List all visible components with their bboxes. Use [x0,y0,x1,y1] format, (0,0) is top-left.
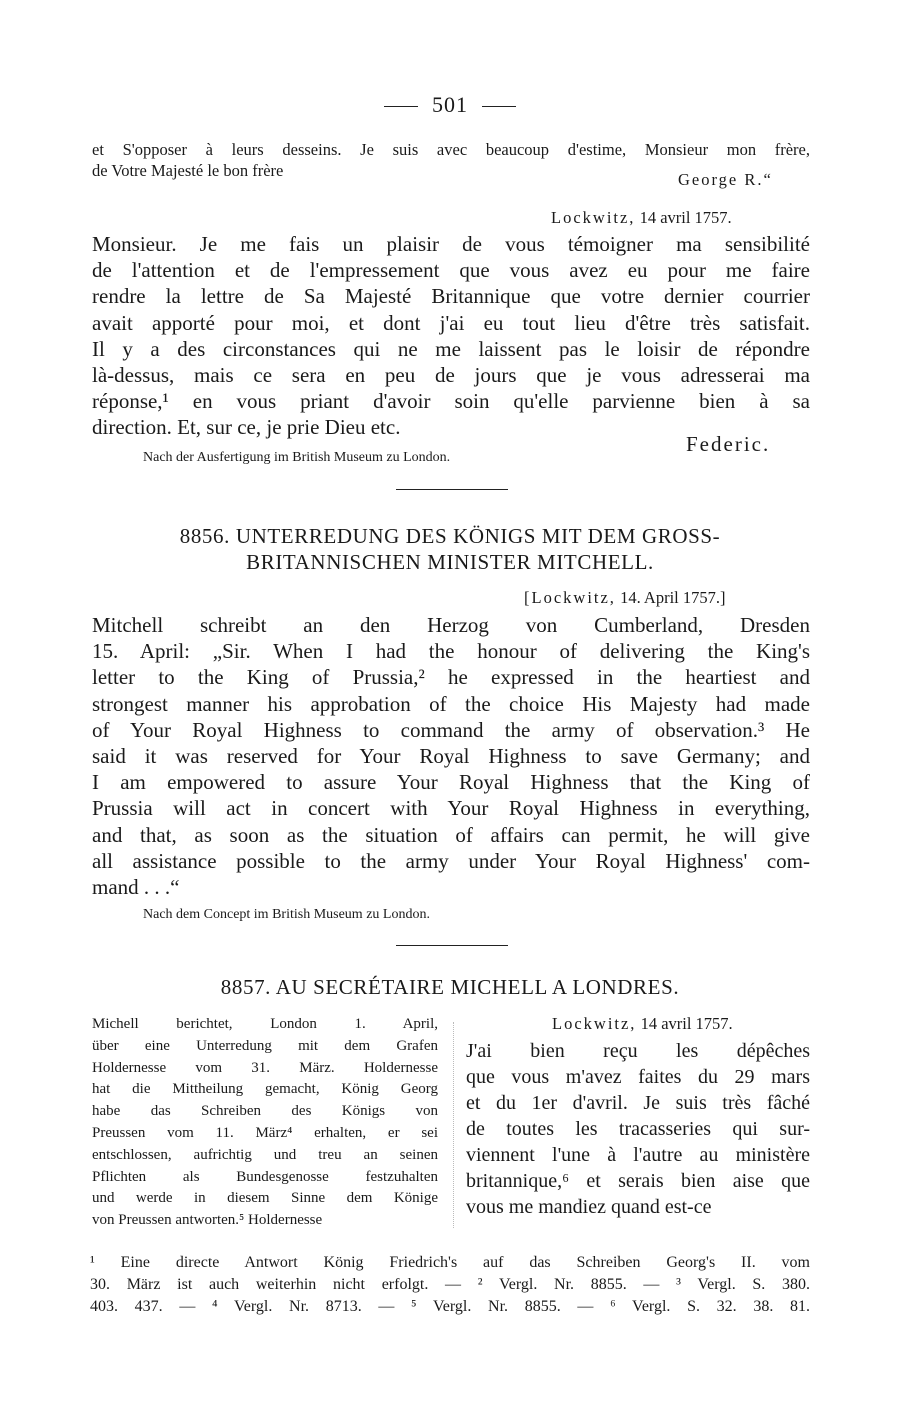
doc8857-summary-line: entschlossen, aufrichtig und treu an seinen [92,1146,438,1163]
doc8857-letter-line: vous me mandiez quand est-ce [466,1196,712,1218]
header-dash-left [384,106,418,107]
doc8856-date: 14. April 1757.] [620,588,726,607]
doc8856-line: Prussia will act in concert with Your Royal Highness in everything, [92,796,810,821]
letter1-line: rendre la lettre de Sa Majesté Britannique que votre dernier courrier [92,284,810,309]
doc8856-body [92,612,810,900]
letter1-place: Lockwitz, [551,208,636,227]
doc8857-summary-line: Holdernesse vom 31. März. Holdernesse [92,1059,438,1076]
doc8857-place: Lockwitz, [552,1014,637,1033]
doc8857-letter-line: de toutes les tracasseries qui sur- [466,1118,810,1140]
intro-line-2: de Votre Majesté le bon frère [92,161,284,180]
doc8857-date: 14 avril 1757. [640,1014,733,1033]
letter1-line: direction. Et, sur ce, je prie Dieu etc. [92,415,401,440]
page-header [0,92,900,118]
doc8856-title-line2: BRITANNISCHEN MINISTER MITCHELL. [246,550,654,574]
column-divider [453,1022,454,1228]
doc8856-source: Nach dem Concept im British Museum zu London. [143,907,430,922]
letter1-line: là-dessus, mais ce sera en peu de jours que je vous adresserai ma [92,363,810,388]
doc8857-summary-line: über eine Unterredung mit dem Grafen [92,1037,438,1054]
footnotes [90,1252,810,1318]
doc8856-place: [Lockwitz, [524,588,616,607]
doc8857-letter-line: que vous m'avez faites du 29 mars [466,1066,810,1088]
doc8857-summary-column [92,1014,438,1232]
doc8856-dateline [524,588,725,608]
section-divider-1 [396,489,508,490]
intro-signature: George R.“ [678,170,773,189]
doc8857-summary-line: und werde in diesem Sinne dem Könige [92,1190,438,1207]
letter1-date: 14 avril 1757. [639,208,732,227]
letter1-dateline [551,208,732,228]
letter1-line: Monsieur. Je me fais un plaisir de vous témoigner ma sensibilité [92,232,810,256]
doc8857-summary-line: Michell berichtet, London 1. April, [92,1016,438,1032]
doc8857-letter-line: britannique,⁶ et serais bien aise que [466,1170,810,1192]
letter1-line: Il y a des circonstances qui ne me laissent pas le loisir de répondre [92,336,810,361]
doc8856-line: said it was reserved for Your Royal Highness to save Germany; and [92,744,810,769]
doc8856-line: of Your Royal Highness to command the army of observation.³ He [92,717,810,742]
doc8856-line: I am empowered to assure Your Royal Highness that the King of [92,770,810,795]
doc8856-line: mand . . .“ [92,875,180,900]
doc8857-letter-column [466,1038,810,1220]
letter1-line: avait apporté pour moi, et dont j'ai eu tout lieu d'être très satisfait. [92,310,810,335]
letter1-line: réponse,¹ en vous priant d'avoir soin qu'elle parvienne bien à sa [92,389,810,414]
doc8856-line: strongest manner his approbation of the choice His Majesty had made [92,691,810,716]
header-dash-right [482,106,516,107]
page-number: 501 [432,92,468,117]
doc8857-summary-line: Pflichten als Bundesgenosse festzuhalten [92,1168,438,1185]
doc8857-dateline [552,1014,733,1034]
doc8857-summary-line: von Preussen antworten.⁵ Holdernesse [92,1212,323,1229]
doc8856-line: Mitchell schreibt an den Herzog von Cumberland, Dresden [92,613,810,637]
doc8857-title: 8857. AU SECRÉTAIRE MICHELL A LONDRES. [220,975,680,999]
intro-line-1: et S'opposer à leurs desseins. Je suis avec beaucoup d'estime, Monsieur mon frère, [92,140,810,159]
doc8857-letter-line: et du 1er d'avril. Je suis très fâché [466,1092,810,1114]
doc8856-title [90,523,810,575]
doc8857-letter-line: viennent l'une à l'autre au ministère [466,1144,810,1166]
letter1-line: de l'attention et de l'empressement que vous avez eu pour me faire [92,258,810,283]
footnote-line-3: 403. 437. — ⁴ Vergl. Nr. 8713. — ⁵ Vergl. Nr. 8855. — ⁶ Vergl. S. 32. 38. 81. [90,1298,810,1315]
section-divider-2 [396,945,508,946]
letter1-body [92,231,810,441]
doc8857-summary-line: hat die Mittheilung gemacht, König Georg [92,1081,438,1098]
doc8856-line: 15. April: „Sir. When I had the honour of delivering the King's [92,639,810,664]
footnote-line-2: 30. März ist auch weiterhin nicht erfolgt. — ² Vergl. Nr. 8855. — ³ Vergl. S. 380. [90,1276,810,1293]
letter1-source: Nach der Ausfertigung im British Museum zu London. [143,450,451,465]
doc8856-line: all assistance possible to the army under Your Royal Highness' com- [92,848,810,873]
doc8857-letter-line: J'ai bien reçu les dépêches [466,1040,810,1062]
doc8856-title-line1: 8856. UNTERREDUNG DES KÖNIGS MIT DEM GROSS- [179,524,721,548]
letter1-signature: Federic. [686,432,771,456]
doc8856-line: and that, as soon as the situation of affairs can permit, he will give [92,822,810,847]
doc8856-line: letter to the King of Prussia,² he expressed in the heartiest and [92,665,810,690]
footnote-line-1: ¹ Eine directe Antwort König Friedrich's auf das Schreiben Georg's II. vom [90,1254,810,1271]
doc8857-summary-line: Preussen vom 11. März⁴ erhalten, er sei [92,1124,438,1141]
doc8857-summary-line: habe das Schreiben des Königs von [92,1103,438,1120]
